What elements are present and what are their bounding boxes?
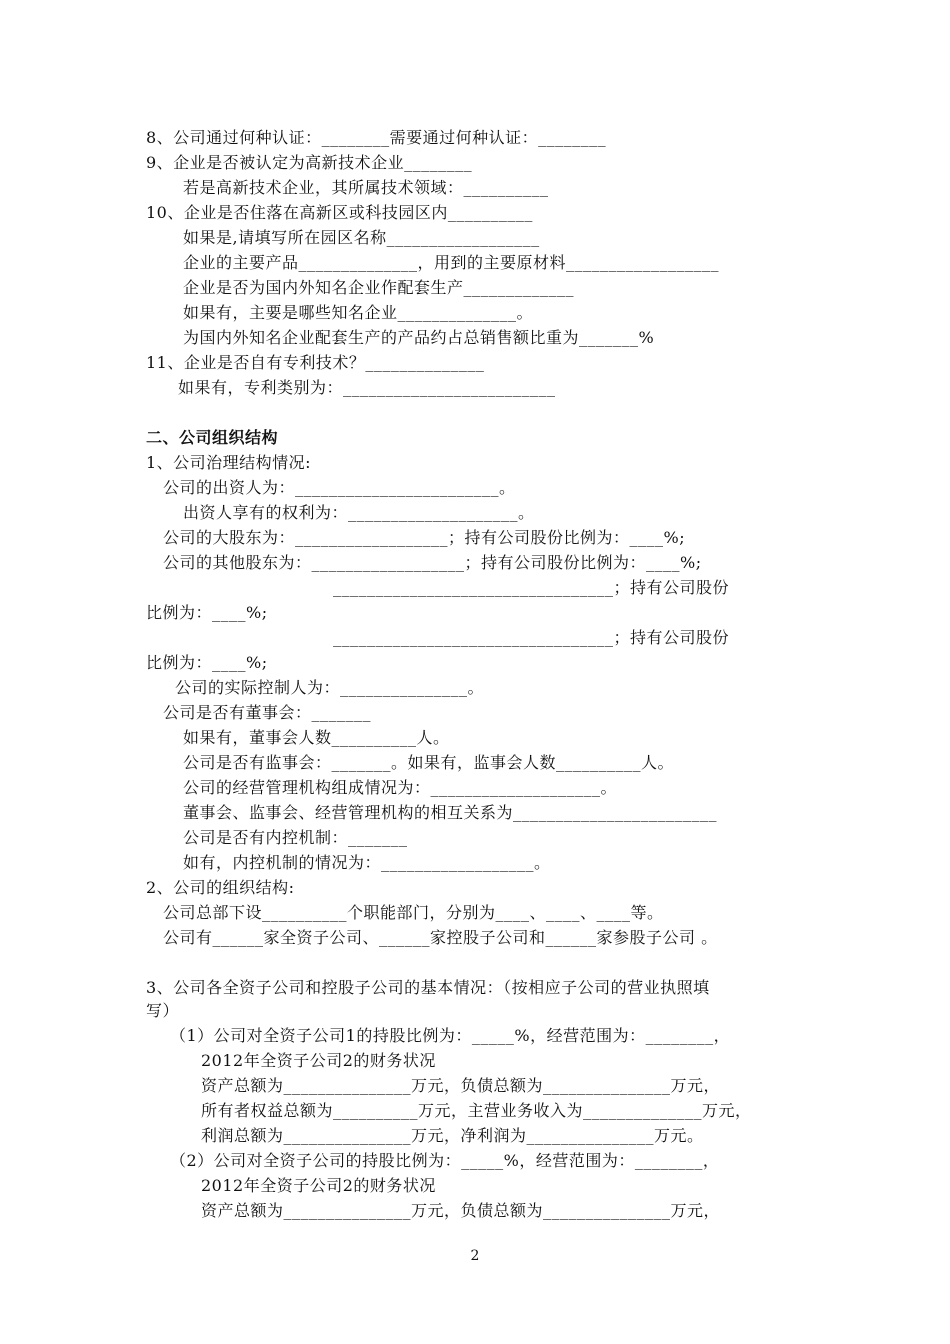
subsection-org-structure: 2、公司的组织结构: xyxy=(146,878,295,897)
page-number: 2 xyxy=(470,1248,480,1264)
subsidiary-2-share-field: （2）公司对全资子公司的持股比例为：_____%，经营范围为：________， xyxy=(170,1151,720,1170)
subsidiary-1-profit-field: 利润总额为_______________万元，净利润为_______________万元。 xyxy=(201,1126,704,1145)
item-10-supplier: 企业是否为国内外知名企业作配套生产_____________ xyxy=(183,278,575,297)
other-shareholder-ratio-2: 比例为：____%; xyxy=(146,603,268,622)
item-11-patent-type: 如果有，专利类别为：_________________________ xyxy=(178,378,556,397)
item-8-certification: 8、公司通过何种认证：________需要通过何种认证：________ xyxy=(146,128,607,147)
other-shareholder-line-2: _________________________________；持有公司股份 xyxy=(333,578,730,597)
item-9-tech-field: 若是高新技术企业，其所属技术领域：__________ xyxy=(183,178,549,197)
subsection-subsidiaries-cont: 写） xyxy=(146,1001,180,1020)
subsection-governance: 1、公司治理结构情况: xyxy=(146,453,312,472)
item-10-park-name: 如果是,请填写所在园区名称__________________ xyxy=(183,228,540,247)
subsidiary-1-assets-field: 资产总额为_______________万元，负债总额为_______________万元， xyxy=(201,1076,721,1095)
major-shareholder-field: 公司的大股东为：__________________；持有公司股份比例为：____%; xyxy=(163,528,686,547)
item-10-park: 10、企业是否住落在高新区或科技园区内__________ xyxy=(146,203,533,222)
board-count-field: 如果有，董事会人数__________人。 xyxy=(183,728,450,747)
internal-control-field: 公司是否有内控机制：_______ xyxy=(183,828,408,847)
subsection-subsidiaries: 3、公司各全资子公司和控股子公司的基本情况：（按相应子公司的营业执照填 xyxy=(146,978,710,997)
item-9-high-tech: 9、企业是否被认定为高新技术企业________ xyxy=(146,153,473,172)
item-10-sales-ratio: 为国内外知名企业配套生产的产品约占总销售额比重为_______% xyxy=(183,328,655,347)
departments-field: 公司总部下设__________个职能部门，分别为____、____、____等。 xyxy=(163,903,664,922)
other-shareholder-line-3: _________________________________；持有公司股份 xyxy=(333,628,730,647)
supervisory-board-field: 公司是否有监事会：_______。如果有，监事会人数__________人。 xyxy=(183,753,675,772)
board-field: 公司是否有董事会：_______ xyxy=(163,703,372,722)
actual-controller-field: 公司的实际控制人为：_______________。 xyxy=(175,678,485,697)
subsidiary-2-assets-field: 资产总额为_______________万元，负债总额为_______________万元， xyxy=(201,1201,721,1220)
item-11-patent: 11、企业是否自有专利技术？______________ xyxy=(146,353,485,372)
subsidiary-1-finance-title: 2012年全资子公司2的财务状况 xyxy=(201,1051,436,1070)
item-10-famous-companies: 如果有，主要是哪些知名企业______________。 xyxy=(183,303,534,322)
subsidiaries-count-field: 公司有______家全资子公司、______家控股子公司和______家参股子公司 。 xyxy=(163,928,718,947)
investor-field: 公司的出资人为：________________________。 xyxy=(163,478,516,497)
internal-control-detail-field: 如有，内控机制的情况为：__________________。 xyxy=(183,853,551,872)
other-shareholder-ratio-3: 比例为：____%; xyxy=(146,653,268,672)
item-10-products: 企业的主要产品______________，用到的主要原材料__________________ xyxy=(183,253,720,272)
section-title-organization: 二、公司组织结构 xyxy=(146,428,279,447)
subsidiary-1-share-field: （1）公司对全资子公司1的持股比例为：_____%，经营范围为：________， xyxy=(170,1026,731,1045)
investor-rights-field: 出资人享有的权利为：____________________。 xyxy=(183,503,535,522)
other-shareholder-field: 公司的其他股东为：__________________；持有公司股份比例为：____%; xyxy=(163,553,702,572)
relationship-field: 董事会、监事会、经营管理机构的相互关系为________________________ xyxy=(183,803,718,822)
management-structure-field: 公司的经营管理机构组成情况为：____________________。 xyxy=(183,778,618,797)
subsidiary-2-finance-title: 2012年全资子公司2的财务状况 xyxy=(201,1176,436,1195)
subsidiary-1-equity-field: 所有者权益总额为__________万元，主营业务收入为______________万元， xyxy=(201,1101,752,1120)
